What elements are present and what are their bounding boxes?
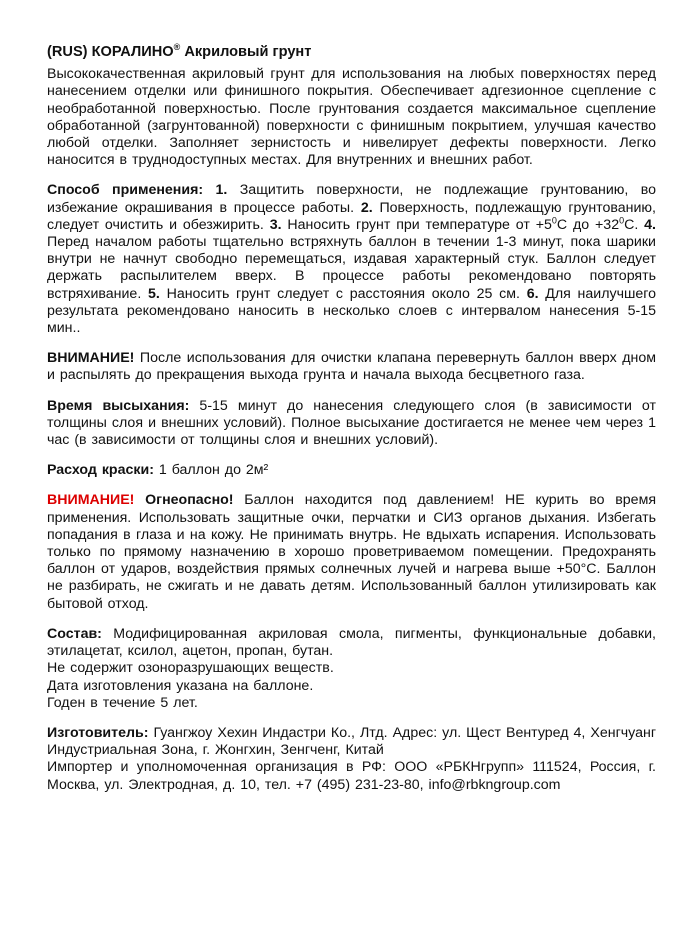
section-application-method: Способ применения: 1. Защитить поверхности, не подлежащие грунтованию, во избежание окрашивания в процессе работы. 2. Поверхность, подлежащую грунтованию, следует очистить и обезжирить. 3. Наносить грунт при температуре от $+5^0С$ до $+32^0С$. 4. Перед началом работы тщательно встряхнуть баллон в течении 1-3 минут, пока шарики внутри не начнут свободно перемещаться, издавая характерный стук. Баллон следует держать распылителем вверх. В процессе работы рекомендовано повторять встряхивание. 5. Наносить грунт следует с расстояния около 25 см. 6. Для наилучшего результата рекомендовано наносить в несколько слоев с интервалом нанесения 5-15 мин.. — [47, 182, 656, 337]
section-drying-time: Время высыхания: 5-15 минут до нанесения следующего слоя (в зависимости от толщины слоя и внешних условий). Полное высыхание достигается не менее чем через 1 час (в зависимости от толщины слоя и внешних условий). — [47, 397, 657, 449]
section-composition: Состав: Модифицированная акриловая смола, пигменты, функциональные добавки, этилацетат, ксилол, ацетон, пропан, бутан. Не содержит озоноразрушающих веществ. Дата изготовления указана на баллоне. Годен в течение 5 лет. — [47, 625, 656, 711]
section-attention-flammable: ВНИМАНИЕ! Огнеопасно! Баллон находится под давлением! НЕ курить во время применения. Использовать защитные очки, перчатки и СИЗ органов дыхания. Избегать попадания в глаза и на кожу. Не принимать внутрь. Не вдыхать испарения. Использовать только по прямому назначению в хорошо проветриваемом помещении. Предохранять баллон от ударов, воздействия прямых солнечных лучей и нагрева выше +50°С. Баллон не разбирать, не сжигать и не давать детям. Использованный баллон утилизировать как бытовой отход. — [47, 492, 657, 612]
paragraph-intro: Высококачественная акриловый грунт для использования на любых поверхностях перед нанесением отделки или финишного покрытия. Обеспечивает адгезионное сцепление с необработанной поверхностью. После грунтования создается максимальное сцепление обработанной (загрунтованной) поверхности с финишным покрытием, улучшая качество любой отделки. Заполняет зернистость и нивелирует дефекты поверхности. Легко наносится в труднодоступных местах. Для внутренних и внешних работ. — [47, 66, 656, 169]
page-title: (RUS) КОРАЛИНО® Акриловый грунт — [47, 42, 312, 60]
section-manufacturer: Изготовитель: Гуангжоу Хехин Индастри Ко., Лтд. Адрес: ул. Щест Вентуред 4, Хенгчуанг Индустриальная Зона, г. Жонгхин, Зенгченг, Китай Импортер и уполномоченная организация в РФ: ООО «РБКНгрупп» 111524, Россия, г. Москва, ул. Электродная, д. 10, тел. +7 (495) 231-23-80, info@rbkngroup.com — [47, 724, 656, 793]
section-attention-valve-cleaning: ВНИМАНИЕ! После использования для очистки клапана перевернуть баллон вверх дном и распылять до прекращения выхода грунта и начала выхода бесцветного газа. — [47, 350, 656, 384]
section-paint-consumption: Расход краски: 1 баллон до 2м² — [47, 462, 269, 479]
